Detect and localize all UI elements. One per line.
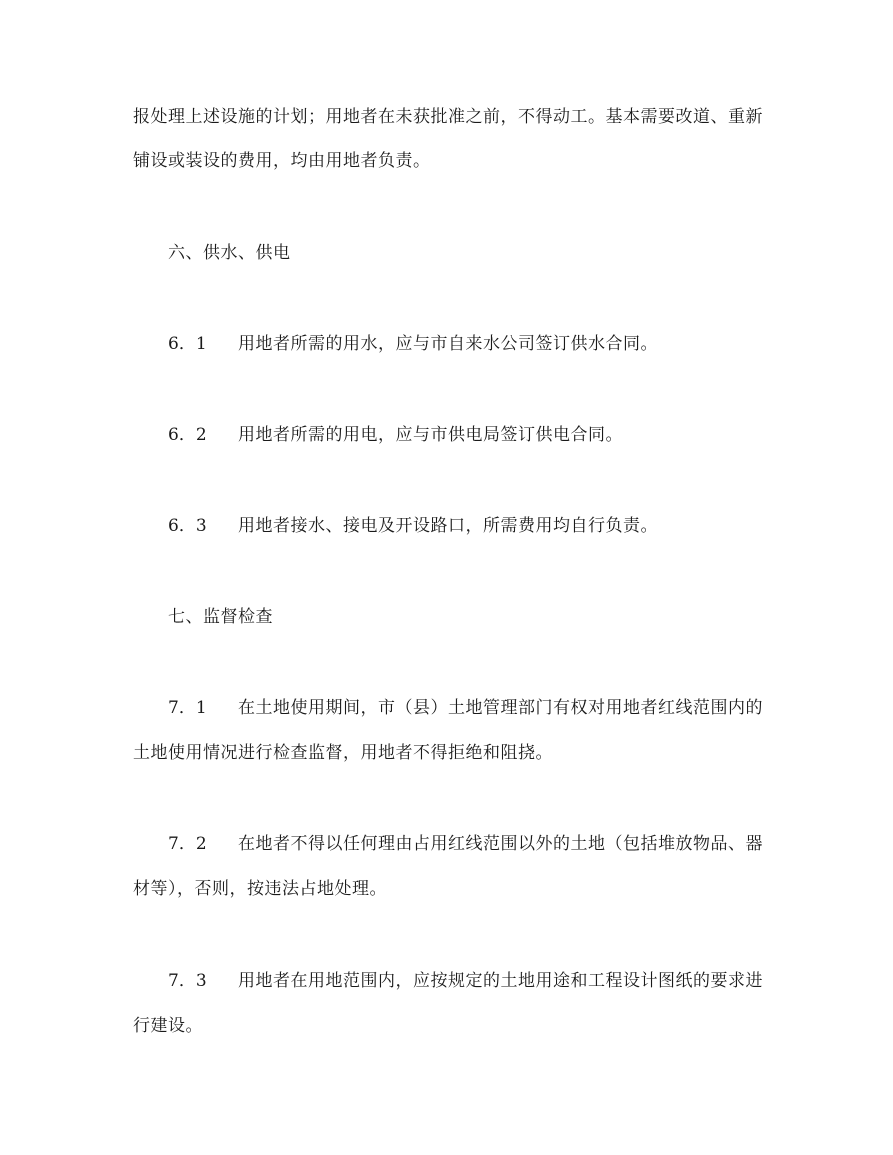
clause-number: 6．3 xyxy=(168,516,207,536)
clause-number: 7．3 xyxy=(168,971,207,991)
clause-number: 7．1 xyxy=(168,698,207,718)
paragraph-line: 铺设或装设的费用，均由用地者负责。 xyxy=(133,151,431,171)
section-heading: 七、监督检查 xyxy=(168,607,273,627)
section-heading: 六、供水、供电 xyxy=(168,243,291,263)
clause-number: 6．2 xyxy=(168,425,207,445)
paragraph-line: 材等），否则，按违法占地处理。 xyxy=(133,879,387,899)
paragraph-line: 行建设。 xyxy=(133,1016,203,1036)
clause-number: 7．2 xyxy=(168,834,207,854)
clause-7-3 xyxy=(168,970,763,992)
paragraph-line: 土地使用情况进行检查监督，用地者不得拒绝和阻挠。 xyxy=(133,743,553,763)
clause-6-1 xyxy=(168,333,658,355)
clause-number: 6．1 xyxy=(168,334,207,354)
clause-7-1 xyxy=(168,697,763,719)
clause-text: 在土地使用期间，市（县）土地管理部门有权对用地者红线范围内的 xyxy=(238,698,763,718)
clause-text: 用地者接水、接电及开设路口，所需费用均自行负责。 xyxy=(238,516,658,536)
clause-text: 在地者不得以任何理由占用红线范围以外的土地（包括堆放物品、器 xyxy=(238,834,763,854)
clause-text: 用地者所需的用电，应与市供电局签订供电合同。 xyxy=(238,425,623,445)
clause-text: 用地者在用地范围内，应按规定的土地用途和工程设计图纸的要求进 xyxy=(238,971,763,991)
paragraph-line: 报处理上述设施的计划；用地者在未获批准之前，不得动工。基本需要改道、重新 xyxy=(133,107,763,127)
clause-6-2 xyxy=(168,424,623,446)
clause-6-3 xyxy=(168,515,658,537)
clause-text: 用地者所需的用水，应与市自来水公司签订供水合同。 xyxy=(238,334,658,354)
clause-7-2 xyxy=(168,833,763,855)
